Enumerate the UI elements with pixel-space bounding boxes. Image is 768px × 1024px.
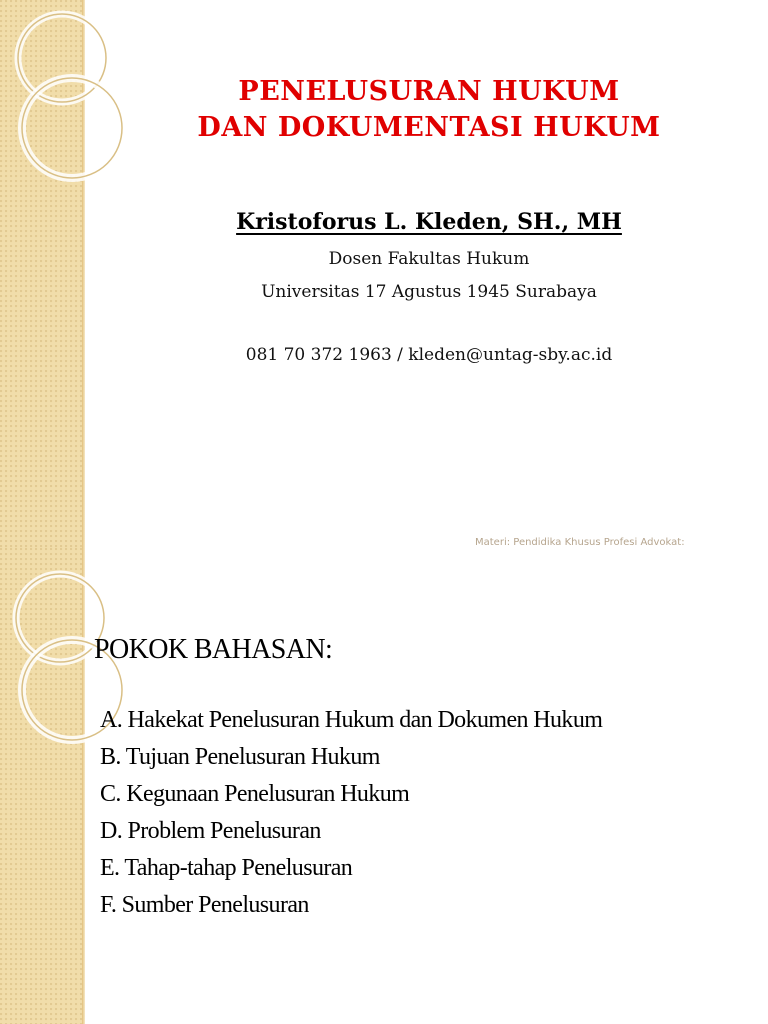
topic-item-c: C. Kegunaan Penelusuran Hukum — [100, 781, 410, 807]
title-line-2: DAN DOKUMENTASI HUKUM — [197, 112, 661, 143]
footnote-line-1: Materi: Pendidika Khusus Profesi Advokat: — [475, 537, 685, 548]
section-heading: POKOK BAHASAN: — [94, 634, 333, 665]
author-name-text: Kristoforus L. Kleden, SH., MH — [236, 209, 622, 235]
topic-item-e: E. Tahap-tahap Penelusuran — [100, 855, 353, 881]
contact-info: 081 70 372 1963 / kleden@untag-sby.ac.id — [245, 345, 613, 365]
presentation-title — [90, 74, 768, 146]
topic-item-d: D. Problem Penelusuran — [100, 818, 321, 844]
affiliation-line-2: Universitas 17 Agustus 1945 Surabaya — [261, 282, 597, 302]
author-name — [90, 206, 768, 238]
title-line-1: PENELUSURAN HUKUM — [238, 76, 620, 107]
topic-item-a: A. Hakekat Penelusuran Hukum dan Dokumen Hukum — [100, 707, 603, 733]
topic-item-f: F. Sumber Penelusuran — [100, 892, 309, 918]
affiliation-line-1: Dosen Fakultas Hukum — [328, 249, 530, 269]
topics-slide — [0, 548, 768, 1024]
topic-item-b: B. Tujuan Penelusuran Hukum — [100, 744, 380, 770]
topic-list — [100, 702, 602, 924]
